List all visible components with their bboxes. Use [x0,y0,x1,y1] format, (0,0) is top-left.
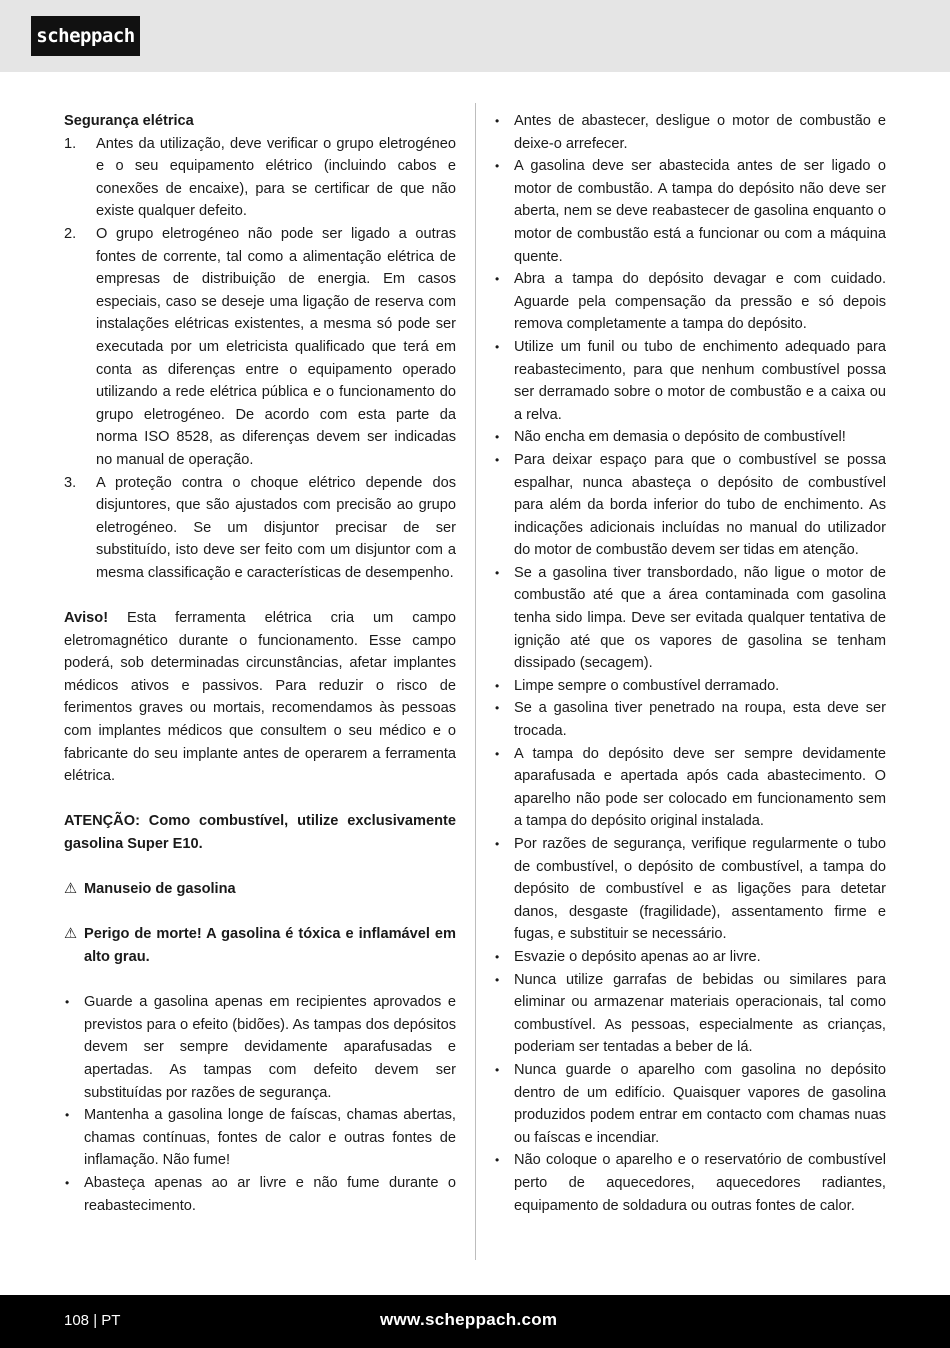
list-item [494,426,886,449]
list-item-text: Se a gasolina tiver penetrado na roupa, esta deve ser trocada. [514,700,886,740]
bullet-icon: • [495,159,500,174]
bullet-icon: • [495,837,500,851]
numbered-item-3 [64,472,456,585]
list-item [64,1104,456,1172]
bullet-icon: • [495,1153,500,1168]
page-number: 108 | PT [64,1312,121,1329]
bullet-icon: • [495,452,500,467]
bullet-icon: • [495,701,500,716]
bullet-icon: • [495,972,500,987]
list-item-text: Se a gasolina tiver transbordado, não ligue o motor de combustão até que a área contaminada com gasolina tenha sido limpa. Deve ser evitada qualquer tentativa de ignição até que os vapores de gasolina se tenham dissipado (secagem). [514,564,886,672]
list-item [494,675,886,698]
item-number: 2. [64,225,77,242]
warning-triangle-icon: ⚠ [64,881,78,898]
item-text: Antes da utilização, deve verificar o grupo eletrogéneo e o seu equipamento elétrico (incluindo cabos e conexões de encaixe), para se certificar de que não existe qualquer defeito. [96,135,456,220]
numbered-item-2 [64,223,456,472]
list-item [494,110,886,155]
bullet-icon: • [65,1108,70,1123]
website-link[interactable]: www.scheppach.com [380,1310,558,1329]
list-item-text: Limpe sempre o combustível derramado. [514,677,780,694]
right-column [494,110,886,1217]
list-item-text: Antes de abastecer, desligue o motor de combustão e deixe-o arrefecer. [514,113,886,152]
list-item-text: A tampa do depósito deve ser sempre devidamente aparafusada e apertada após cada abastecimento. O aparelho não pode ser colocado em funcionamento sem a tampa do depósito original instalada. [514,745,886,830]
list-item-text: Mantenha a gasolina longe de faíscas, chamas abertas, chamas contínuas, fontes de calor e outras fontes de inflamação. Não fume! [84,1107,456,1169]
list-item [494,833,886,946]
page-footer [0,1295,950,1348]
bullet-icon: • [65,995,70,1010]
list-item-text: Para deixar espaço para que o combustível se possa espalhar, nunca abasteça o depósito de combustível para além da borda inferior do tubo de enchimento. As indicações adicionais incluídas no manual do utilizador do motor de combustão devem ser tidas em atenção. [514,451,886,559]
item-text: O grupo eletrogéneo não pode ser ligado a outras fontes de corrente, tal como a alimentação elétrica de empresas de distribuição de energia. Em casos especiais, caso se deseje uma ligação de reserva com instalações elétricas existentes, a mesma só pode ser executada por um eletricista qualificado que terá em conta as diferenças entre o equipamento operado utilizando a rede elétrica pública e o funcionamento do grupo eletrogéneo. De acordo com esta parte da norma ISO 8528, as diferenças devem ser indicadas no manual de operação. [96,225,456,468]
list-item [494,946,886,969]
list-item [494,697,886,742]
list-item-text: Não encha em demasia o depósito de combustível! [514,429,846,446]
list-item-text: Utilize um funil ou tubo de enchimento adequado para reabastecimento, para que nenhum combustível possa ser derramado sobre o motor de combustão e a caixa ou a relva. [514,338,886,423]
bullet-icon: • [495,430,500,445]
bullet-icon: • [495,339,500,354]
gasoline-heading-text: Manuseio de gasolina [84,881,236,898]
column-divider [475,103,476,1260]
list-item-text: Por razões de segurança, verifique regularmente o tubo de combustível, o depósito de combustível, a tampa do depósito de combustível e as ligações para detetar danos, desgaste (fragilidade), assentamento firme e fugas, e substituir se necessário. [514,836,886,943]
list-item-text: Nunca utilize garrafas de bebidas ou similares para eliminar ou armazenar materiais operacionais, tal como combustível. As pessoas, especialmente as crianças, poderiam ser tentadas a beber de lá. [514,971,886,1056]
list-item [64,991,456,1104]
warning-triangle-icon: ⚠ [64,926,78,943]
scheppach-logo: scheppach [31,16,140,56]
list-item [494,155,886,268]
list-item [494,743,886,833]
gasoline-handling-heading [64,878,456,901]
item-number: 1. [64,135,77,152]
attention-note: ATENÇÃO: Como combustível, utilize exclusivamente gasolina Super E10. [64,813,456,852]
warning-paragraph [64,607,456,788]
list-item [494,562,886,675]
danger-notice [64,923,456,968]
list-item [494,1059,886,1149]
list-item [494,1149,886,1217]
bullet-icon: • [495,272,500,287]
bullet-icon: • [495,565,500,580]
warning-text: Esta ferramenta elétrica cria um campo eletromagnético durante o funcionamento. Esse campo poderá, sob determinadas circunstâncias, afetar implantes médicos ativos e passivos. Para reduzir o risco de ferimentos graves ou mortais, recomendamos às pessoas com implantes médicos que consultem o seu médico e o fabricante do seu implante antes de operarem a ferramenta elétrica. [64,610,456,785]
bullet-icon: • [495,114,500,128]
list-item-text: Não coloque o aparelho e o reservatório de combustível perto de aquecedores, aquecedores radiantes, equipamento de soldadura ou outras fontes de calor. [514,1152,886,1214]
list-item-text: Guarde a gasolina apenas em recipientes aprovados e previstos para o efeito (bidões). As tampas dos depósitos devem ser sempre devidamente aparafusadas e apertadas. As tampas com defeito devem ser substituídas por razões de segurança. [84,994,456,1101]
list-item-text: Esvazie o depósito apenas ao ar livre. [514,948,761,965]
list-item [64,1172,456,1217]
page-header [0,0,950,72]
left-column [64,110,456,1217]
danger-text: Perigo de morte! A gasolina é tóxica e inflamável em alto grau. [84,926,456,965]
list-item-text: Abasteça apenas ao ar livre e não fume durante o reabastecimento. [84,1174,456,1214]
bullet-icon: • [495,678,500,693]
bullet-icon: • [495,746,500,761]
warning-label: Aviso! [64,610,109,627]
item-text: A proteção contra o choque elétrico depende dos disjuntores, que são ajustados com precisão ao grupo eletrogéneo. Se um disjuntor precisar de ser substituído, isto deve ser feito com um disjuntor com a mesma classificação e características de desempenho. [96,474,456,581]
list-item [494,969,886,1059]
electrical-safety-heading: Segurança elétrica [64,113,194,129]
list-item [494,449,886,562]
bullet-icon: • [495,949,500,964]
bullet-icon: • [495,1062,500,1077]
list-item-text: Nunca guarde o aparelho com gasolina no depósito dentro de um edifício. Quaisquer vapores de gasolina produzidos podem entrar em contacto com chamas nuas ou faíscas e incendiar. [514,1061,886,1146]
bullet-icon: • [65,1175,70,1190]
item-number: 3. [64,474,77,491]
list-item [494,268,886,336]
list-item-text: Abra a tampa do depósito devagar e com cuidado. Aguarde pela compensação da pressão e só depois remova completamente a tampa do depósito. [514,271,886,333]
list-item [494,336,886,426]
list-item-text: A gasolina deve ser abastecida antes de ser ligado o motor de combustão. A tampa do depósito não deve ser aberta, nem se deve reabastecer de gasolina enquanto o motor de combustão está a funcionar ou com a máquina quente. [514,158,886,265]
numbered-item-1 [64,133,456,223]
